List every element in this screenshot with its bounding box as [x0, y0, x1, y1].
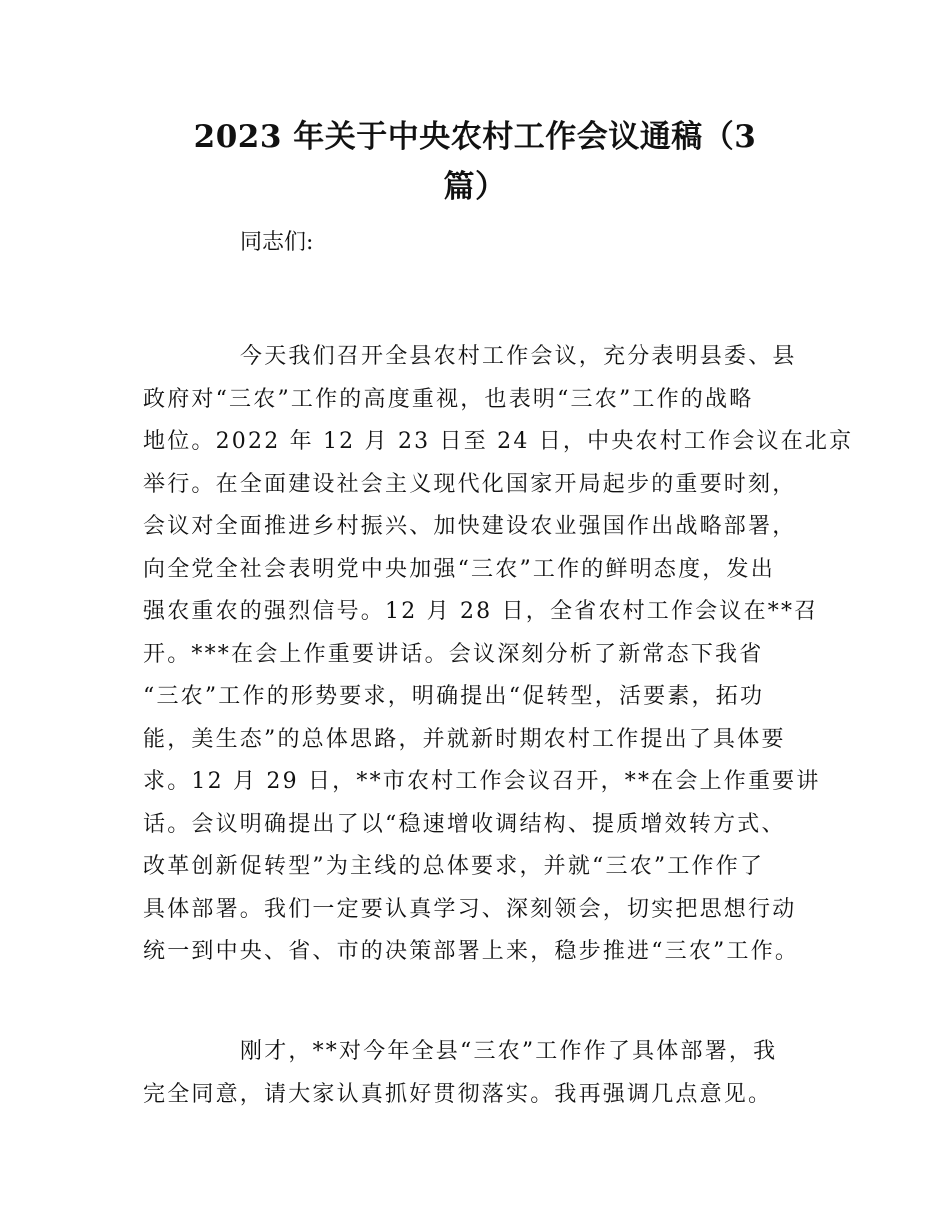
paragraph-line: 开。***在会上作重要讲话。会议深刻分析了新常态下我省	[143, 641, 764, 667]
paragraph-line: 举行。在全面建设社会主义现代化国家开局起步的重要时刻，	[143, 471, 797, 497]
paragraph-line: 向全党全社会表明党中央加强“三农”工作的鲜明态度，发出	[143, 556, 775, 582]
paragraph-line: 地位。2022 年 12 月 23 日至 24 日，中央农村工作会议在北京	[143, 429, 854, 454]
paragraph-line: 统一到中央、省、市的决策部署上来，稳步推进“三农”工作。	[143, 939, 800, 964]
paragraph-line: 会议对全面推进乡村振兴、加快建设农业强国作出战略部署，	[143, 514, 797, 539]
paragraph-2	[143, 1031, 833, 1116]
paragraph-line: “三农”工作的形势要求，明确提出“促转型，活要素，拓功	[143, 684, 765, 709]
paragraph-line: 完全同意，请大家认真抓好贯彻落实。我再强调几点意见。	[143, 1081, 773, 1107]
document-title	[140, 112, 810, 212]
paragraph-line: 强农重农的强烈信号。12 月 28 日，全省农村工作会议在**召	[143, 599, 819, 624]
paragraph-line: 刚才，**对今年全县“三农”工作作了具体部署，我	[240, 1039, 778, 1064]
paragraph-line: 话。会议明确提出了以“稳速增收调结构、提质增效转方式、	[143, 811, 786, 837]
title-line: 2023 年关于中央农村工作会议通稿（3	[193, 119, 757, 155]
paragraph-line: 求。12 月 29 日，**市农村工作会议召开，**在会上作重要讲	[143, 769, 821, 794]
salutation: 同志们:	[240, 230, 314, 255]
paragraph-line: 改革创新促转型”为主线的总体要求，并就“三农”工作作了	[143, 854, 765, 879]
paragraph-line: 具体部署。我们一定要认真学习、深刻领会，切实把思想行动	[143, 896, 797, 922]
paragraph-line: 今天我们召开全县农村工作会议，充分表明县委、县	[240, 344, 797, 369]
paragraph-1	[143, 336, 854, 974]
paragraph-line: 能，美生态”的总体思路，并就新时期农村工作提出了具体要	[143, 726, 786, 752]
title-line: 篇）	[443, 169, 507, 205]
paragraph-line: 政府对“三农”工作的高度重视，也表明“三农”工作的战略	[143, 386, 754, 412]
